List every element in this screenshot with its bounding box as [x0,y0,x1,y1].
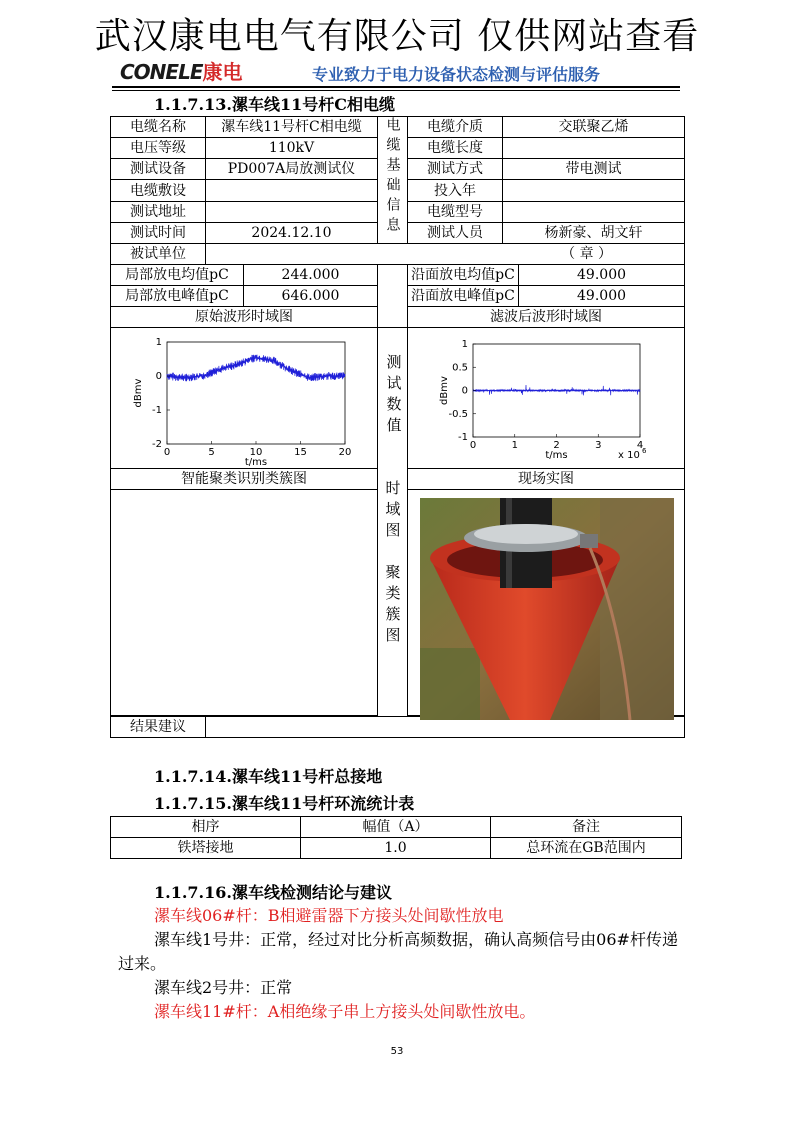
x-tick-label: 10 [249,447,263,458]
y-tick-label: 0 [461,385,468,397]
y-tick-label: -1 [152,405,162,416]
mid-label-test-values [378,354,408,438]
value-commission-year [503,180,685,201]
y-axis-label: dBmv [439,376,450,405]
filtered-waveform-chart [425,334,650,466]
x-tick-label: 3 [595,440,602,451]
y-tick-label: -0.5 [448,408,468,420]
table-row [111,838,682,859]
section-heading-16: 1.1.7.16.漯车线检测结论与建议 [154,883,392,902]
x-tick-label: 1 [511,440,518,451]
label-filtered-waveform: 滤波后波形时域图 [408,307,685,328]
y-tick-label: 0 [155,371,162,382]
mid-label-3: 聚类簇图 [383,564,402,648]
conclusion-line-4: 漯车线11#杆：A相绝缘子串上方接头处间歇性放电。 [154,1002,536,1021]
label-result: 结果建议 [111,717,206,738]
label-photo: 现场实图 [408,468,685,489]
x-tick-label: 0 [163,447,171,458]
y-tick-label: 0.5 [452,362,468,374]
value-length [503,138,685,159]
x-tick-label: 20 [338,447,352,458]
cell-remark: 总环流在GB范围内 [491,838,682,859]
y-tick-label: 1 [461,339,468,350]
company-logo [120,56,243,85]
mid-label-2: 时域图 [383,480,402,543]
value-device: PD007A局放测试仪 [206,159,378,180]
waveform-series-line [473,385,640,395]
x-multiplier-label: x 10 [618,450,640,461]
site-photo [420,498,674,720]
cluster-cell [111,490,378,716]
header-rule-thin [112,90,680,91]
value-test-method: 带电测试 [503,159,685,180]
x-tick-label: 4 [636,440,644,451]
value-testers: 杨新豪、胡文轩 [503,222,685,243]
header-phase: 相序 [111,817,301,838]
label-device: 测试设备 [111,159,206,180]
x-tick-label: 15 [294,447,307,458]
label-original-waveform: 原始波形时域图 [111,307,378,328]
x-axis-label: t/ms [244,457,268,468]
value-test-date: 2024.12.10 [206,222,378,243]
x-multiplier-exponent: 6 [642,447,647,455]
label-sf-peak: 沿面放电峰值pC [408,286,519,307]
value-pd-avg: 244.000 [244,265,378,286]
tagline: 专业致力于电力设备状态检测与评估服务 [312,65,601,84]
x-tick-label: 5 [208,447,215,458]
label-cable-model: 电缆型号 [408,201,503,222]
y-tick-label: -1 [458,432,468,443]
conclusion-line-1: 漯车线06#杆：B相避雷器下方接头处间歇性放电 [154,906,504,925]
ground-current-table [110,816,682,859]
label-laying: 电缆敷设 [111,180,206,201]
label-pd-avg: 局部放电均值pC [111,265,244,286]
label-commission-year: 投入年 [408,180,503,201]
original-waveform-chart [125,332,365,472]
mid-label-1: 测试数值 [384,354,403,438]
value-sf-peak: 49.000 [519,286,685,307]
x-tick-label: 0 [469,440,477,451]
value-pd-peak: 646.000 [244,286,378,307]
value-address [206,201,378,222]
label-pd-peak: 局部放电峰值pC [111,286,244,307]
x-tick-label: 2 [553,440,560,451]
section-heading-13: 1.1.7.13.漯车线11号杆C相电缆 [154,95,395,114]
logo-english: CONELE [120,60,203,84]
x-axis-label: t/ms [545,450,568,461]
label-cable-name: 电缆名称 [111,117,206,138]
conclusion-line-2: 漯车线1号井：正常，经过对比分析高频数据，确认高频信号由06#杆传递过来。 [118,930,678,973]
value-voltage: 110kV [206,138,378,159]
label-test-method: 测试方式 [408,159,503,180]
value-insulation: 交联聚乙烯 [503,117,685,138]
cell-amplitude: 1.0 [301,838,491,859]
y-axis-label: dBmv [133,378,144,408]
value-laying [206,180,378,201]
label-testers: 测试人员 [408,222,503,243]
section-heading-14: 1.1.7.14.漯车线11号杆总接地 [154,767,383,786]
value-cable-name: 漯车线11号杆C相电缆 [206,117,378,138]
value-test-unit: （ 章 ） [206,244,685,265]
header-amplitude: 幅值（A） [301,817,491,838]
side-label-basic-info: 电缆基础信息 [378,117,408,244]
header-rule [112,86,680,88]
mid-label-test-value [378,265,408,328]
cell-phase: 铁塔接地 [111,838,301,859]
mid-label-cluster [378,564,408,648]
value-sf-avg: 49.000 [519,265,685,286]
waveform-series-line [167,355,345,382]
label-insulation: 电缆介质 [408,117,503,138]
label-address: 测试地址 [111,201,206,222]
label-length: 电缆长度 [408,138,503,159]
page-number: 53 [390,1046,404,1057]
y-tick-label: 1 [155,337,162,348]
conclusion-line-3: 漯车线2号井：正常 [154,978,293,997]
logo-chinese: 康电 [202,60,243,84]
watermark-text: 武汉康电电气有限公司 仅供网站查看 [94,16,700,57]
label-cluster: 智能聚类识别类簇图 [111,468,378,489]
section-heading-15: 1.1.7.15.漯车线11号杆环流统计表 [154,794,415,813]
mid-label-timedomain [378,480,408,543]
header-remark: 备注 [491,817,682,838]
y-tick-label: -2 [152,439,162,450]
label-test-date: 测试时间 [111,222,206,243]
label-sf-avg: 沿面放电均值pC [408,265,519,286]
value-cable-model [503,201,685,222]
label-voltage: 电压等级 [111,138,206,159]
label-test-unit: 被试单位 [111,244,206,265]
